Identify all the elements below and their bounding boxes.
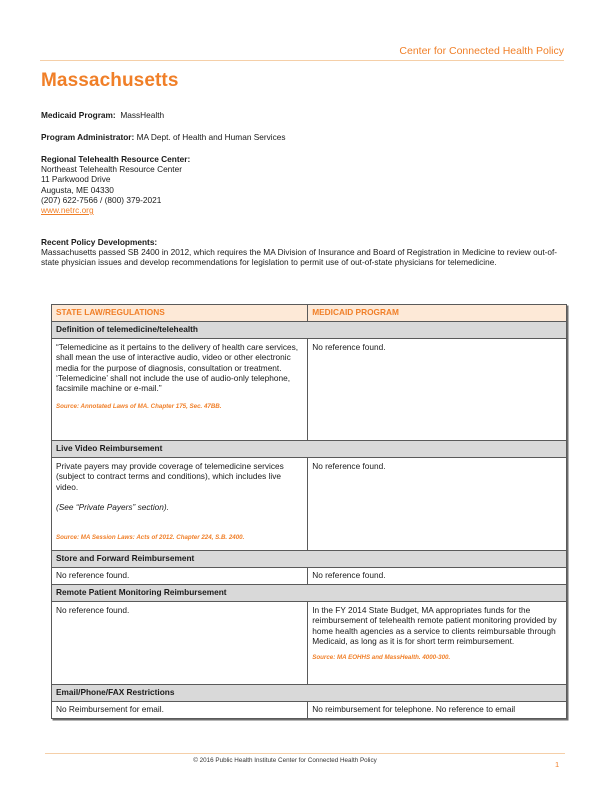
medicaid-cell bbox=[308, 602, 567, 685]
medicaid-source: Source: MA EOHHS and MassHealth. 4000-300. bbox=[312, 654, 451, 662]
section-title: Store and Forward Reimbursement bbox=[52, 551, 567, 568]
state-law-text: No reference found. bbox=[56, 605, 130, 615]
medicaid-cell bbox=[308, 339, 567, 441]
section-row bbox=[52, 441, 567, 458]
resource-center-address2: Augusta, ME 04330 bbox=[41, 184, 114, 195]
page-title: Massachusetts bbox=[41, 70, 179, 91]
state-law-source: Source: Annotated Laws of MA. Chapter 175, Sec. 47BB. bbox=[56, 403, 222, 411]
section-row bbox=[52, 551, 567, 568]
resource-center-phone: (207) 622-7566 / (800) 379-2021 bbox=[41, 194, 162, 205]
column-header-state-law: STATE LAW/REGULATIONS bbox=[52, 305, 308, 322]
state-law-cell bbox=[52, 602, 308, 685]
header-divider bbox=[40, 60, 564, 61]
state-law-note: (See “Private Payers” section). bbox=[56, 501, 169, 512]
program-administrator-value: MA Dept. of Health and Human Services bbox=[136, 132, 286, 142]
state-law-text: “Telemedicine as it pertains to the delivery of health care services, shall mean the use of interactive audio, video or other electronic media for the purpose of diagnosis, consultation or treatment. ‘Telemedicine’ shall not include the use of audio-only telephone, facsimile machine or e-mail.” bbox=[56, 342, 299, 394]
medicaid-text: No reimbursement for telephone. No reference to email bbox=[312, 704, 516, 715]
section-row bbox=[52, 685, 567, 702]
program-administrator-label: Program Administrator: bbox=[41, 132, 135, 142]
resource-center-website-link[interactable]: www.netrc.org bbox=[41, 205, 94, 216]
section-title: Remote Patient Monitoring Reimbursement bbox=[52, 585, 567, 602]
medicaid-program-label: Medicaid Program: bbox=[41, 110, 116, 120]
medicaid-cell bbox=[308, 702, 567, 719]
policy-table bbox=[51, 304, 567, 719]
medicaid-program-value: MassHealth bbox=[120, 110, 165, 120]
resource-center-block bbox=[41, 154, 190, 215]
section-row bbox=[52, 585, 567, 602]
state-law-text: No reference found. bbox=[56, 570, 130, 581]
medicaid-cell bbox=[308, 458, 567, 551]
resource-center-address1: 11 Parkwood Drive bbox=[41, 174, 111, 185]
state-law-source: Source: MA Session Laws: Acts of 2012. Chapter 224, S.B. 2400. bbox=[56, 534, 245, 542]
table-row bbox=[52, 568, 567, 585]
table-row bbox=[52, 458, 567, 551]
medicaid-program-line bbox=[41, 110, 164, 120]
state-law-text: Private payers may provide coverage of telemedicine services (subject to contract terms and conditions), which includes live video. bbox=[56, 461, 284, 492]
state-law-cell bbox=[52, 568, 308, 585]
state-law-cell bbox=[52, 339, 308, 441]
footer-copyright: © 2016 Public Health Institute Center for Connected Health Policy bbox=[193, 757, 377, 764]
section-title: Live Video Reimbursement bbox=[52, 441, 567, 458]
medicaid-cell bbox=[308, 568, 567, 585]
table-row bbox=[52, 339, 567, 441]
table-header-row bbox=[52, 305, 567, 322]
program-administrator-line bbox=[41, 132, 286, 142]
state-law-text: No Reimbursement for email. bbox=[56, 704, 164, 715]
medicaid-text: In the FY 2014 State Budget, MA appropriates funds for the reimbursement of telehealth remote patient monitoring provided by home health agencies as a service to clients reimbursable through Medicaid, as long as it is for short term reimbursement. bbox=[312, 605, 557, 646]
footer-divider bbox=[45, 753, 565, 754]
medicaid-text: No reference found. bbox=[312, 570, 386, 581]
table-row bbox=[52, 602, 567, 685]
page-number: 1 bbox=[555, 760, 560, 769]
state-law-cell bbox=[52, 458, 308, 551]
table-row bbox=[52, 702, 567, 719]
section-row bbox=[52, 322, 567, 339]
recent-policy-block bbox=[41, 237, 571, 268]
section-title: Definition of telemedicine/telehealth bbox=[52, 322, 567, 339]
section-title: Email/Phone/FAX Restrictions bbox=[52, 685, 567, 702]
running-header: Center for Connected Health Policy bbox=[399, 45, 564, 57]
recent-policy-text: Massachusetts passed SB 2400 in 2012, which requires the MA Division of Insurance and Board of Registration in Medicine to review out-of-state physician issues and develop recommendations for legislation to permit use of out-of-state physicians for telemedicine. bbox=[41, 247, 558, 268]
medicaid-text: No reference found. bbox=[312, 461, 386, 471]
state-law-cell bbox=[52, 702, 308, 719]
resource-center-label: Regional Telehealth Resource Center: bbox=[41, 154, 191, 164]
recent-policy-label: Recent Policy Developments: bbox=[41, 237, 158, 247]
column-header-medicaid: MEDICAID PROGRAM bbox=[308, 305, 567, 322]
resource-center-name: Northeast Telehealth Resource Center bbox=[41, 164, 182, 175]
medicaid-text: No reference found. bbox=[312, 342, 386, 352]
